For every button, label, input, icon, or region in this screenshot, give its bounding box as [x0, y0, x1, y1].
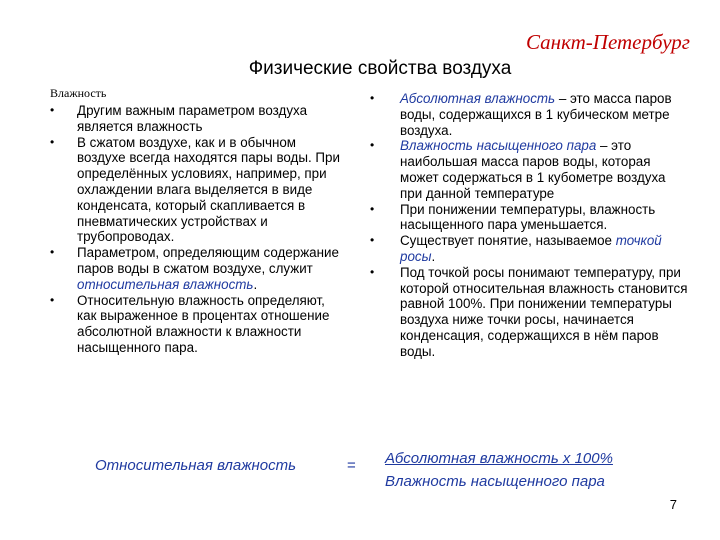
item-text: Параметром, определяющим содержание паров воды в сжатом воздухе, служит — [77, 245, 339, 276]
bullet-marker: • — [370, 138, 375, 153]
city-heading: Санкт-Петербург — [526, 30, 690, 54]
page-number: 7 — [669, 497, 677, 512]
formula-equals-sign: = — [347, 457, 356, 474]
list-item — [370, 233, 688, 265]
bullet-marker: • — [50, 292, 55, 307]
formula-label: Относительная влажность — [95, 457, 296, 474]
item-emphasis: Влажность насыщенного пара — [400, 138, 597, 154]
list-item — [50, 135, 342, 246]
bullet-marker: • — [370, 201, 375, 216]
item-text: Существует понятие, называемое — [400, 233, 616, 249]
bullet-marker: • — [50, 245, 55, 260]
item-emphasis: Абсолютная влажность — [400, 91, 556, 106]
item-text-post: . — [431, 248, 436, 264]
item-text-post: . — [253, 276, 258, 292]
formula-numerator: Абсолютная влажность х 100% — [385, 450, 613, 467]
formula-denominator: Влажность насыщенного пара — [385, 473, 605, 490]
section-subheading: Влажность — [50, 86, 107, 100]
bullet-marker: • — [370, 91, 375, 105]
left-bullet-list — [50, 103, 342, 356]
item-text: Относительную влажность определяют, как выраженное в процентах отношение абсолютной влажности к влажности насыщенного пара. — [77, 292, 330, 355]
item-text: В сжатом воздухе, как и в обычном воздухе всегда находятся пары воды. При определённых условиях, например, при охлаждении влага выделяется в виде конденсата, который скапливается в пневматических устройствах и трубопроводах. — [77, 134, 340, 245]
bullet-marker: • — [370, 233, 375, 248]
item-text: Под точкой росы понимают температуру, при которой относительная влажность становится равной 100%. При понижении температуры воздуха ниже точки росы, начинается конденсация, содержащихся в нём паров воды. — [400, 264, 688, 359]
list-item — [50, 245, 342, 292]
list-item — [370, 202, 688, 234]
item-text-post: – это масса паров воды, содержащихся в 1 кубическом метре воздуха. — [400, 91, 672, 138]
item-emphasis: точкой росы — [400, 233, 662, 264]
bullet-marker: • — [370, 264, 375, 279]
bullet-marker: • — [50, 134, 55, 149]
list-item — [50, 103, 342, 135]
item-emphasis: относительная влажность — [77, 276, 254, 292]
right-bullet-list — [370, 91, 688, 360]
item-text: При понижении температуры, влажность насыщенного пара уменьшается. — [400, 201, 656, 233]
item-text-post: – это наибольшая масса паров воды, которая может содержаться в 1 кубометре воздуха при данной температуре — [400, 138, 666, 201]
bullet-marker: • — [50, 103, 55, 117]
list-item — [370, 265, 688, 360]
list-item — [50, 293, 342, 356]
list-item — [370, 91, 688, 138]
list-item — [370, 138, 688, 201]
item-text: Другим важным параметром воздуха является влажность — [77, 103, 308, 134]
page-title: Физические свойства воздуха — [248, 58, 512, 79]
